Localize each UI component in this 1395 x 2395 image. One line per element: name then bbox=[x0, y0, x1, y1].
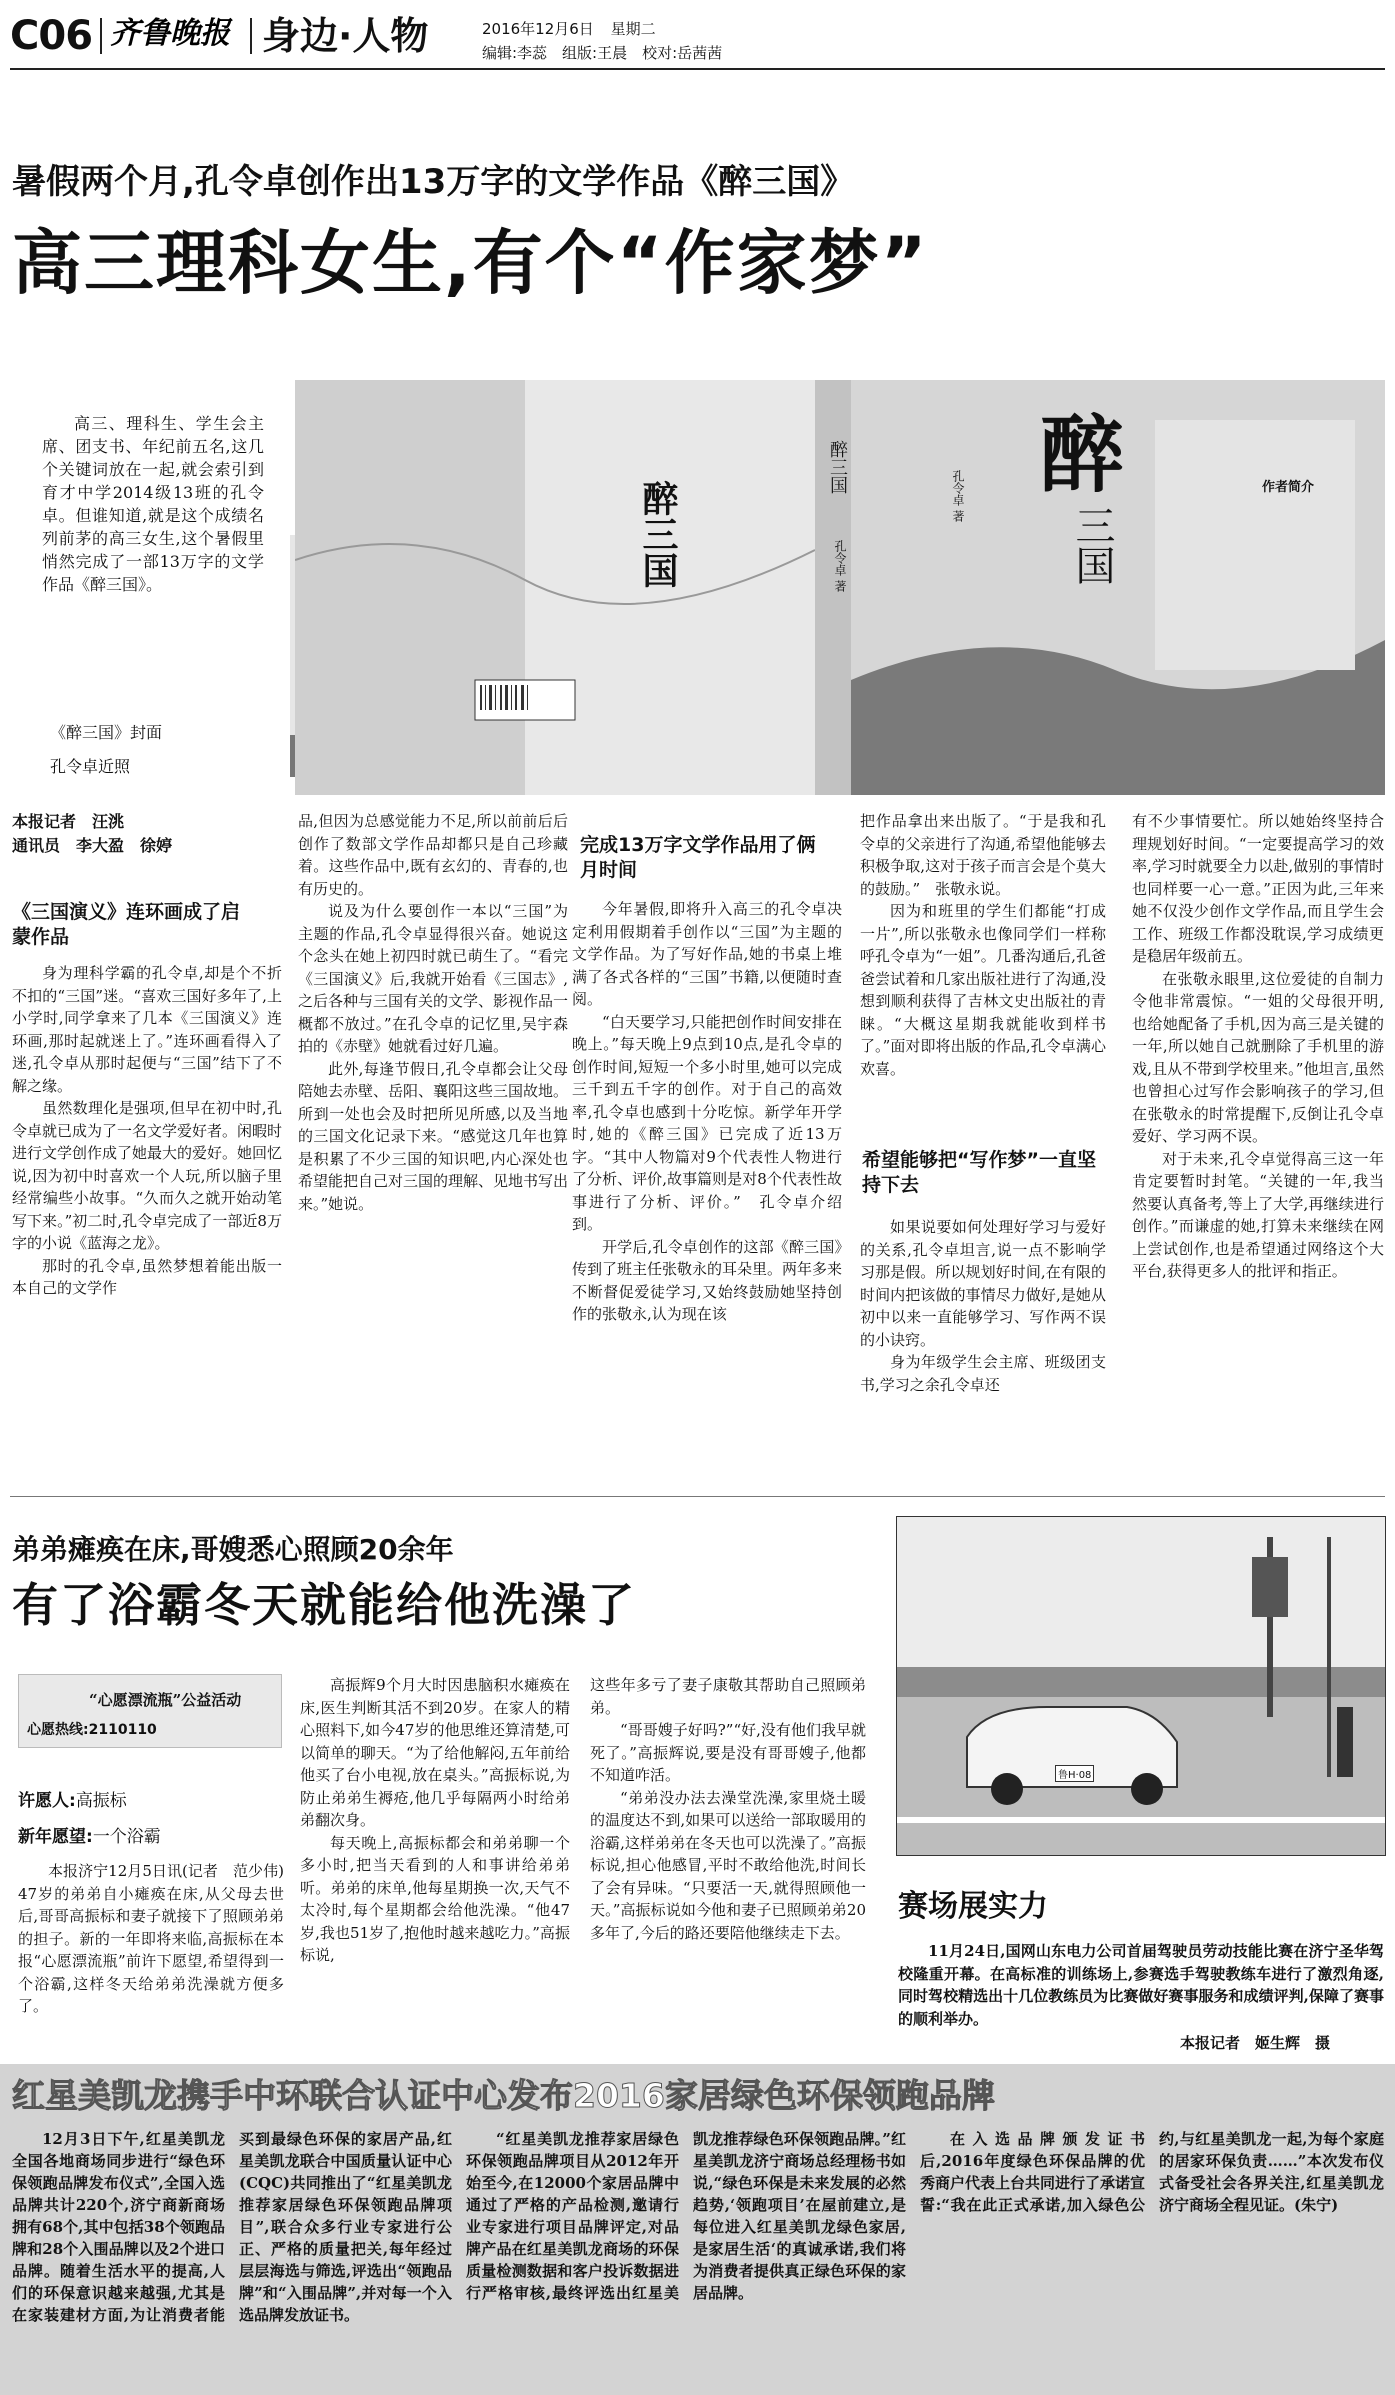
story1-byline bbox=[12, 810, 172, 858]
paragraph: 把作品拿出来出版了。“于是我和孔令卓的父亲进行了沟通,希望他能够去积极争取,这对于孩子而言会是个莫大的鼓励。” 张敬永说。 bbox=[860, 812, 1106, 898]
book-title-vertical-front: 醉三国 bbox=[637, 480, 679, 588]
driving-photo-art bbox=[897, 1517, 1385, 1855]
paragraph: 12月3日下午,红星美凯龙全国各地商场同步进行“绿色环保领跑品牌发布仪式”,全国入选品牌共计220个,济宁商新商场拥有68个,其中包括38个领跑品牌和28个入围品牌以及2个进口品牌。随着生活水平的提高,人们的环保意识越来越强,尤其是在家装建材方面,为让消费者能买到最绿色环保的家居产品,红星美凯龙联合中国质量认证中心(CQC)共同推出了“红星美凯龙推荐家居绿色环保领跑品牌项目”,联合众多行业专家进行公正、严格的质量把关,每年经过层层海选与筛选,评选出“领跑品牌”和“入围品牌”,并对每一个入选品牌发放证书。 bbox=[12, 2130, 452, 2324]
hotline-number: 2110110 bbox=[88, 1722, 157, 1738]
wish-text: 一个浴霸 bbox=[92, 1827, 161, 1847]
paragraph: 开学后,孔令卓创作的这部《醉三国》传到了班主任张敬永的耳朵里。两年多来不断督促爱徒学习,又始终鼓励她坚持创作的张敬永,认为现在该 bbox=[572, 1237, 843, 1323]
paragraph: 身为年级学生会主席、班级团支书,学习之余孔令卓还 bbox=[860, 1353, 1106, 1394]
paragraph: 有不少事情要忙。所以她始终坚持合理规划好时间。“一定要提高学习的效率,学习时就要全力以赴,做别的事情时也同样要一心一意。”正因为此,三年来她不仅没少创作文学作品,而且学生会工作、班级工作都没耽误,学习成绩更是稳居年级前五。 bbox=[1132, 812, 1384, 965]
paragraph: 高振辉9个月大时因患脑积水瘫痪在床,医生判断其活不到20岁。在家人的精心照料下,如今47岁的他思维还算清楚,可以简单的聊天。“为了给他解闷,五年前给他买了台小电视,放在桌头。”高振标说,为防止弟弟生褥疮,他几乎每隔两小时给弟弟翻次身。 bbox=[300, 1676, 570, 1829]
paragraph: “红星美凯龙推荐家居绿色环保领跑品牌项目从2012年开始至今,在12000个家居品牌中通过了严格的产品检测,邀请行业专家进行项目品牌评定,对品牌产品在红星美凯龙商场的环保质量检测数据和客户投诉数据进行严格审核,最终评选出红星美凯龙推荐绿色环保领跑品牌。”红星美凯龙济宁商场总经理杨书如说,“绿色环保是未来发展的必然趋势,‘领跑项目’在屋前建立,是每位进入红星美凯龙绿色家居,是家居生活‘的真诚承诺,我们将为消费者提供真正绿色环保的家居品牌。 bbox=[466, 2130, 906, 2302]
wisher-name: 高振标 bbox=[75, 1791, 127, 1811]
hotline bbox=[27, 1719, 157, 1739]
book-author-spine: 孔令卓 著 bbox=[833, 540, 847, 592]
wish-logo-box bbox=[18, 1674, 282, 1748]
weekday-text: 星期二 bbox=[610, 20, 656, 38]
byline-correspondent: 通讯员 李大盈 徐婷 bbox=[12, 836, 173, 855]
paragraph: “弟弟没办法去澡堂洗澡,家里烧土暖的温度达不到,如果可以送给一部取暖用的浴霸,这样弟弟在冬天也可以洗澡了。”高振标说,担心他感冒,平时不敢给他洗,时间长了会有异味。“只要活一天,就得照顾他一天。”高振标说如今他和妻子已照顾弟弟20多年了,今后的路还要陪他继续走下去。 bbox=[590, 1788, 866, 1942]
book-author-front: 孔令卓 著 bbox=[951, 470, 965, 522]
story2-column-3 bbox=[590, 1674, 866, 1944]
section-name: 身边·人物 bbox=[262, 14, 429, 58]
book-title-big: 醉 bbox=[1040, 405, 1125, 504]
story2-kicker: 弟弟瘫痪在床,哥嫂悉心照顾20余年 bbox=[12, 1533, 454, 1566]
bottom-column-2 bbox=[466, 2128, 906, 2390]
bottom-column-3 bbox=[920, 2128, 1384, 2390]
book-about-label: 作者简介 bbox=[1262, 480, 1315, 495]
paragraph: 这些年多亏了妻子康敬其帮助自己照顾弟弟。 bbox=[590, 1676, 866, 1717]
paragraph: 说及为什么要创作一本以“三国”为主题的作品,孔令卓显得很兴奋。她说这个念头在她上初四时就已萌生了。“看完《三国演义》后,我就开始看《三国志》,之后各种与三国有关的文学、影视作品一概都不放过。”在孔令卓的记忆里,吴宇森拍的《赤壁》她就看过好几遍。 bbox=[298, 902, 569, 1055]
story2-column-1 bbox=[18, 1860, 300, 2018]
paragraph: 虽然数理化是强项,但早在初中时,孔令卓就已成为了一名文学爱好者。闲暇时进行文学创作成了她最大的爱好。她回忆说,因为初中时喜欢一个人玩,所以脑子里经常编些小故事。“久而久之就开始动笔写下来。”初二时,孔令卓完成了一部近8万字的小说《蓝海之龙》。 bbox=[12, 1099, 283, 1252]
story1-subhead-2: 完成13万字文学作品用了俩月时间 bbox=[580, 834, 816, 881]
story1-headline: 高三理科女生,有个“作家梦” bbox=[12, 222, 929, 304]
section-divider bbox=[10, 1496, 1385, 1497]
story3-body bbox=[898, 1940, 1384, 2030]
book-title-rest: 三国 bbox=[1069, 505, 1115, 585]
paragraph: 此外,每逢节假日,孔令卓都会让父母陪她去赤壁、岳阳、襄阳这些三国故地。所到一处也会及时把所见所感,以及当地的三国文化记录下来。“感觉这几年也算是积累了不少三国的知识吧,内心深处也希望能把自己对三国的理解、见地书写出来。”她说。 bbox=[298, 1059, 569, 1213]
story1-subhead-3: 希望能够把“写作梦”一直坚持下去 bbox=[862, 1149, 1096, 1196]
paragraph: 在张敬永眼里,这位爱徒的自制力令他非常震惊。“一姐的父母很开明,也给她配备了手机,因为高三是关键的一年,所以她自己就删除了手机里的游戏,且从不带到学校里来。”他坦言,虽然也曾担心过写作会影响孩子的学习,但在张敬永的时常提醒下,反倒让孔令卓爱好、学习两不误。 bbox=[1132, 969, 1384, 1145]
caption-cover: 《醉三国》封面 bbox=[50, 723, 163, 742]
paper-logo: 齐鲁晚报 bbox=[110, 16, 230, 51]
paragraph: 本报济宁12月5日讯(记者 范少伟) 47岁的弟弟自小瘫痪在床,从父母去世后,哥哥高振标和妻子就接下了照顾弟弟的担子。新的一年即将来临,高振标在本报“心愿漂流瓶”前许下愿望,希望得到一个浴霸,这样冬天给弟弟洗澡就方便多了。 bbox=[18, 1862, 300, 2015]
story1-column-2 bbox=[298, 810, 568, 1215]
header-divider bbox=[100, 18, 102, 54]
paragraph: 因为和班里的学生们都能“打成一片”,所以张敬永也像同学们一样称呼孔令卓为“一姐”。几番沟通后,孔爸爸尝试着和几家出版社进行了沟通,没想到顺利获得了吉林文史出版社的青睐。“大概这星期我就能收到样书了。”面对即将出版的作品,孔令卓满心欢喜。 bbox=[860, 902, 1106, 1078]
story1-column-4b bbox=[860, 1216, 1106, 1396]
wisher-line bbox=[18, 1786, 127, 1811]
paragraph: “白天要学习,只能把创作时间安排在晚上。”每天晚上9点到10点,是孔令卓的创作时间,短短一个多小时里,她可以完成三千到五千字的创作。对于自己的高效率,孔令卓也感到十分吃惊。新学年开学时,她的《醉三国》已完成了近13万字。“其中人物篇对9个代表性人物进行了分析、评价,故事篇则是对8个代表性故事进行了分析、评价。” 孔令卓介绍到。 bbox=[572, 1012, 842, 1233]
date-text: 2016年12月6日 bbox=[482, 20, 594, 38]
header-divider bbox=[250, 18, 252, 54]
wish-line bbox=[18, 1822, 161, 1847]
story1-column-1 bbox=[12, 962, 282, 1300]
paragraph: 在入选品牌颁发证书后,2016年度绿色环保品牌的优秀商户代表上台共同进行了承诺宣誓:“我在此正式承诺,加入绿色公约,与红星美凯龙一起,为每个家庭的居家环保负责……”本次发布仪式备受社会各界关注,红星美凯龙济宁商场全程见证。(朱宁) bbox=[920, 2130, 1384, 2214]
editor-credits: 编辑:李蕊 组版:王晨 校对:岳茜茜 bbox=[482, 44, 723, 62]
header-rule bbox=[10, 68, 1385, 70]
paragraph: 今年暑假,即将升入高三的孔令卓决定利用假期着手创作以“三国”为主题的文学作品。为了写好作品,她的书桌上堆满了各式各样的“三国”书籍,以便随时查阅。 bbox=[572, 900, 842, 1008]
wish-label: 新年愿望: bbox=[18, 1827, 93, 1847]
story2-column-2 bbox=[300, 1674, 570, 1967]
bottom-column-1 bbox=[12, 2128, 452, 2390]
book-title-spine: 醉三国 bbox=[827, 440, 848, 494]
bottom-headline: 红星美凯龙携手中环联合认证中心发布2016家居绿色环保领跑品牌 bbox=[12, 2076, 995, 2115]
caption-photo: 孔令卓近照 bbox=[50, 757, 131, 776]
paragraph: 那时的孔令卓,虽然梦想着能出版一本自己的文学作 bbox=[12, 1256, 282, 1297]
story1-subhead-1: 《三国演义》连环画成了启蒙作品 bbox=[12, 901, 241, 948]
story1-intro bbox=[42, 412, 264, 596]
driving-contest-photo bbox=[896, 1516, 1386, 1856]
car-plate: 鲁H·08 bbox=[1055, 1765, 1094, 1782]
paragraph: 每天晚上,高振标都会和弟弟聊一个多小时,把当天看到的人和事讲给弟弟听。弟弟的床单,他每星期换一次,天气不太冷时,每个星期都会给他洗澡。“他47岁,我也51岁了,抱他时越来越吃力。”高振标说, bbox=[300, 1833, 570, 1964]
story1-column-3 bbox=[572, 898, 842, 1326]
intro-text: 高三、理科生、学生会主席、团支书、年纪前五名,这几个关键词放在一起,就会索引到育才中学2014级13班的孔令卓。但谁知道,就是这个成绩名列前茅的高三女生,这个暑假里悄然完成了一部13万字的文学作品《醉三国》。 bbox=[42, 414, 264, 594]
story1-column-4 bbox=[860, 810, 1106, 1080]
story3-title: 赛场展实力 bbox=[898, 1889, 1048, 1924]
page-number: C06 bbox=[10, 13, 93, 59]
byline-reporter: 本报记者 汪洮 bbox=[12, 812, 125, 831]
story1-column-5 bbox=[1132, 810, 1384, 1283]
wish-logo-text: “心愿漂流瓶”公益活动 bbox=[89, 1691, 242, 1709]
paragraph: “哥哥嫂子好吗?”“好,没有他们我早就死了。”高振辉说,要是没有哥哥嫂子,他都不知道咋活。 bbox=[590, 1721, 866, 1784]
paragraph: 如果说要如何处理好学习与爱好的关系,孔令卓坦言,说一点不影响学习那是假。所以规划好时间,在有限的时间内把该做的事情尽力做好,是她从初中以来一直能够学习、写作两不误的小诀窍。 bbox=[860, 1218, 1106, 1349]
paragraph: 对于未来,孔令卓觉得高三这一年肯定要暂时封笔。“关键的一年,我当然要认真备考,等上了大学,再继续进行创作。”而谦虚的她,打算未来继续在网上尝试创作,也是希望通过网络这个大平台,获得更多人的批评和指正。 bbox=[1132, 1149, 1384, 1280]
hotline-label: 心愿热线: bbox=[27, 1722, 89, 1738]
wisher-label: 许愿人: bbox=[18, 1791, 76, 1811]
story3-credit: 本报记者 姬生辉 摄 bbox=[1180, 2034, 1331, 2052]
issue-date bbox=[482, 18, 656, 39]
paragraph: 品,但因为总感觉能力不足,所以前前后后创作了数部文学作品却都只是自己珍藏着。这些作品中,既有玄幻的、青春的,也有历史的。 bbox=[298, 812, 568, 898]
story2-headline: 有了浴霸冬天就能给他洗澡了 bbox=[12, 1578, 636, 1632]
paragraph: 11月24日,国网山东电力公司首届驾驶员劳动技能比赛在济宁圣华驾校隆重开幕。在高标准的训练场上,参赛选手驾驶教练车进行了激烈角逐,同时驾校精选出十几位教练员为比赛做好赛事服务和成绩评判,保障了赛事的顺利举办。 bbox=[898, 1942, 1384, 2028]
story1-kicker: 暑假两个月,孔令卓创作出13万字的文学作品《醉三国》 bbox=[12, 162, 855, 202]
paragraph: 身为理科学霸的孔令卓,却是个不折不扣的“三国”迷。“喜欢三国好多年了,上小学时,同学拿来了几本《三国演义》连环画,那时起就迷上了。”连环画看得入了迷,孔令卓从那时起便与“三国”结下了不解之缘。 bbox=[12, 964, 282, 1095]
